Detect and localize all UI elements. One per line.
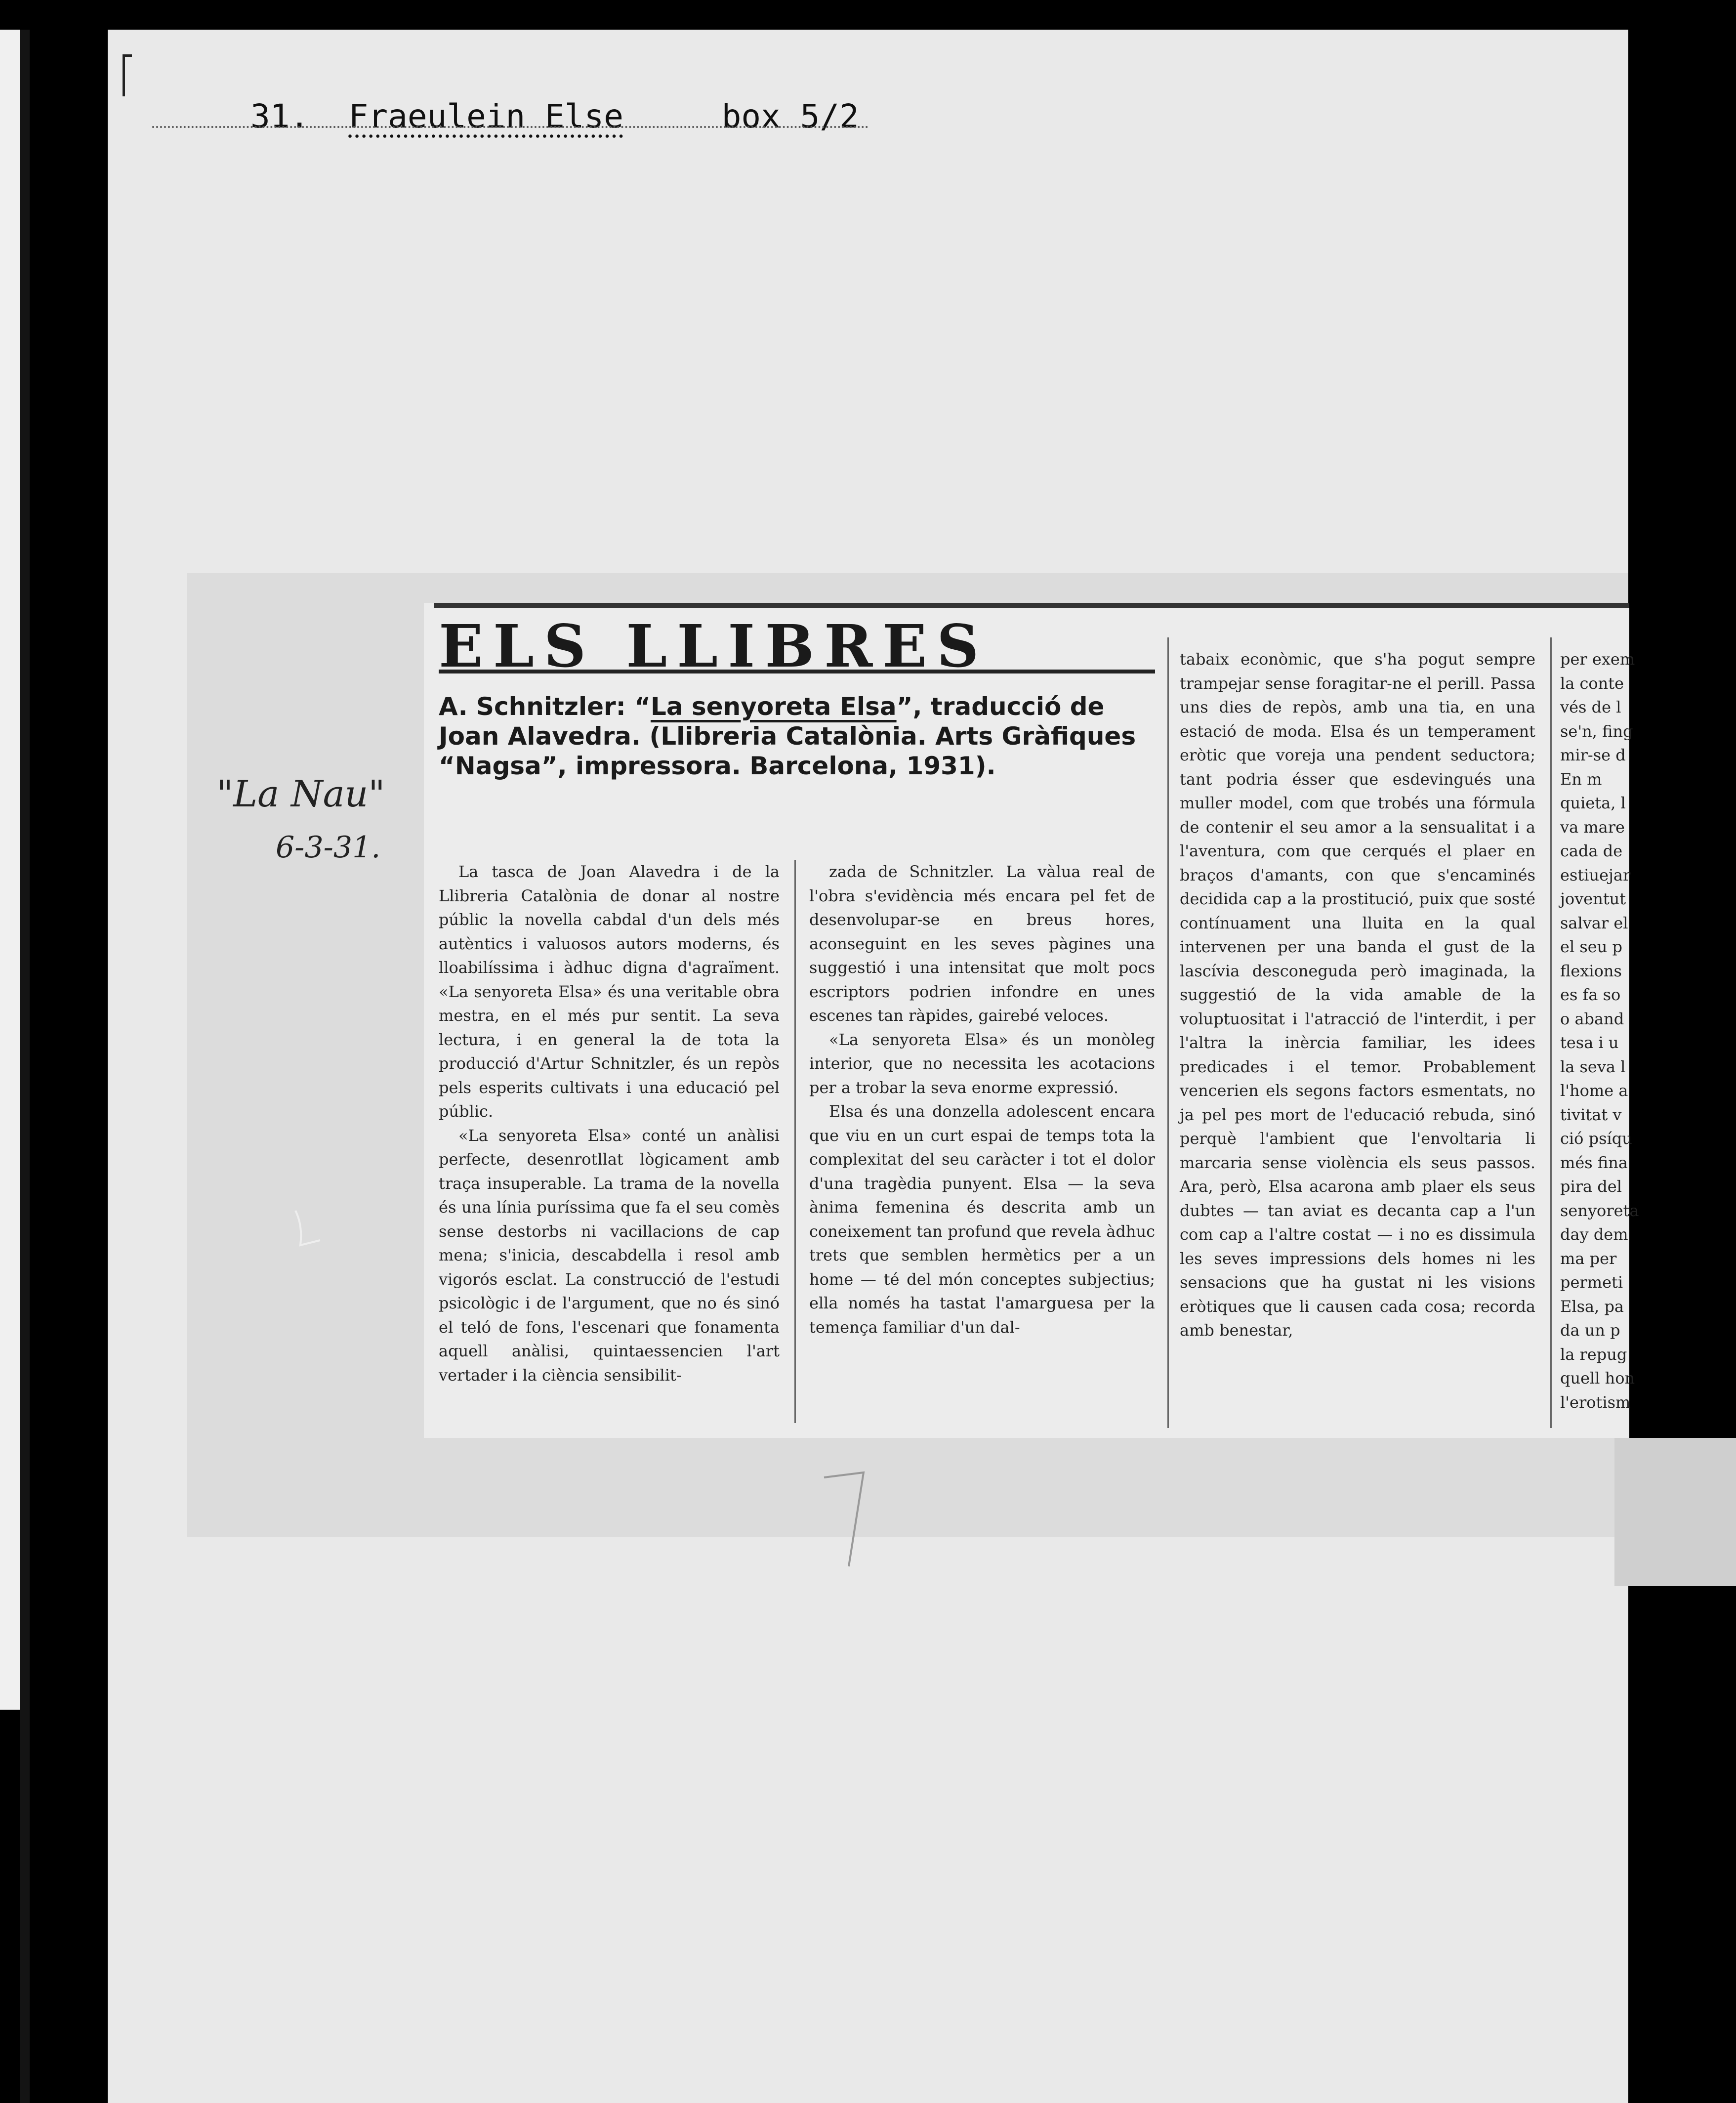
cut-column-line: l'erotism <box>1560 1392 1631 1412</box>
cut-column-line: joventut <box>1560 889 1626 908</box>
cut-column-line: ció psíqu <box>1560 1129 1632 1148</box>
article-paragraph: zada de Schnitzler. La vàlua real de l'obra s'evidència més encara pel fet de desenvolupar-se en breus hores, aconseguint en les seves pàgines una suggestió i una intensitat que molt pocs escriptors podrien infondre en unes escenes tan ràpides, gairebé veloces. <box>809 862 1155 1025</box>
archive-sheet <box>108 30 1639 2103</box>
clipping-top-rule <box>434 603 1629 608</box>
cut-column-line: ma per <box>1560 1249 1617 1268</box>
cut-column-line: mir-se d <box>1560 746 1626 764</box>
handwritten-date: 6-3-31. <box>276 830 381 865</box>
article-paragraph: «La senyoreta Elsa» és un monòleg interior, que no necessita les acotacions per a trobar la seva enorme expressió. <box>809 1030 1155 1097</box>
film-edge-bar <box>20 30 30 2103</box>
article-paragraph: Elsa és una donzella adolescent encara que viu en un curt espai de temps tota la complexitat del seu caràcter i tot el dolor d'una tragèdia punyent. Elsa — la seva ànima femenina és descrita amb un coneixement tan profund que revela àdhuc trets que semblen hermètics per a un home — té del món conceptes subjectius; ella només ha tastat l'amarguesa per la temença familiar d'un dal- <box>809 1102 1155 1337</box>
cut-column-line: la seva l <box>1560 1057 1626 1076</box>
cut-column-line: salvar el <box>1560 913 1628 932</box>
cut-column-line: Elsa, pa <box>1560 1297 1624 1316</box>
cut-column-line: quieta, l <box>1560 794 1626 812</box>
corner-bracket <box>123 54 132 96</box>
cut-column-line: tesa i u <box>1560 1033 1619 1052</box>
cut-column-line: permeti <box>1560 1273 1623 1292</box>
cut-column-line: cada de <box>1560 841 1623 860</box>
cut-column-line: da un p <box>1560 1321 1620 1340</box>
cut-column-line: flexions <box>1560 961 1622 980</box>
article-column-4-cut <box>1560 647 1659 1414</box>
cut-column-line: estiuejar <box>1560 865 1631 884</box>
article-column-1 <box>439 860 780 1387</box>
folder-header <box>172 59 859 173</box>
column-masthead: ELS LLIBRES <box>439 623 1155 673</box>
folder-box: box 5/2 <box>721 97 859 135</box>
cut-column-line: la conte <box>1560 673 1624 693</box>
margin-hook-mark <box>290 1206 325 1250</box>
cut-column-line: per exem <box>1560 650 1635 669</box>
column-divider <box>794 860 796 1423</box>
heading-details: ”, traducció de Joan Alavedra. (Llibreria Catalònia. Arts Gràfiques “Nagsa”, impressora. Barcelona, 1931). <box>439 692 1136 780</box>
cut-column-line: el seu p <box>1560 937 1622 956</box>
cut-column-line: l'home a <box>1560 1081 1628 1100</box>
folder-number: 31. <box>250 97 310 135</box>
cut-column-line: o aband <box>1560 1009 1624 1028</box>
column-divider <box>1550 637 1552 1428</box>
handwritten-source: "La Nau" <box>216 773 385 815</box>
header-rule <box>152 126 868 128</box>
review-heading <box>439 692 1155 781</box>
article-paragraph: tabaix econòmic, que s'ha pogut sempre trampejar sense foragitar-ne el perill. Passa uns dies de repòs, amb una tia, en una estació de moda. Elsa és un temperament eròtic que voreja una pendent seductora; tant podria ésser que esdevingués una muller model, com que trobés una fórmula de contenir el seu amor a la sensualitat i a l'aventura, com que cerqués el plaer en braços d'amants, con que s'encaminés decidida cap a la prostitució, puix que sosté contínuament una lluita en la qual intervenen per una banda el gust de la lascívia desconeguda però imaginada, la suggestió de la vida amable de la voluptuositat i l'atracció de l'interdit, i per l'altra la inèrcia familiar, les idees predicades i el temor. Probablement vencerien els segons factors esmentats, no ja pel pes mort de l'educació rebuda, sinó perquè l'ambient que l'envoltaria li marcaria sense violència els seus passos. Ara, però, Elsa acarona amb plaer els seus dubtes — tan aviat es decanta cap a l'un com cap a l'altre costat — i no es dissimula les seves impressions dels homes ni les sensacions que ha gustat ni les visions eròtiques que li causen cada cosa; recorda amb benestar, <box>1180 650 1535 1340</box>
cut-column-line: day dem <box>1560 1225 1628 1244</box>
article-column-2 <box>809 860 1155 1339</box>
cut-column-line: es fa so <box>1560 985 1621 1004</box>
cut-column-line: vés de l <box>1560 698 1621 716</box>
film-left-edge <box>0 30 20 1710</box>
cut-column-line: pira del <box>1560 1177 1622 1196</box>
heading-author: A. Schnitzler: “ <box>439 692 651 721</box>
cut-column-line: quell hon <box>1560 1369 1635 1388</box>
cut-column-line: més fina <box>1560 1153 1628 1172</box>
cut-column-line: va mare <box>1560 817 1625 837</box>
pencil-mark <box>819 1468 873 1571</box>
cut-column-line: la repug <box>1560 1345 1627 1364</box>
cut-column-line: En m <box>1560 769 1602 789</box>
article-paragraph: La tasca de Joan Alavedra i de la Llibreria Catalònia de donar al nostre públic la novella cabdal d'un dels més autèntics i valuosos autors moderns, és lloabilíssima i àdhuc digna d'agraïment. «La senyoreta Elsa» és una veritable obra mestra, en el més pur sentit. La seva lectura, i en general la de tota la producció d'Artur Schnitzler, és un repòs pels esperits cultivats i una educació pel públic. <box>439 862 780 1121</box>
scan-shadow <box>1614 1438 1736 1586</box>
article-column-3 <box>1180 647 1535 1343</box>
newspaper-clipping <box>424 603 1639 1438</box>
article-paragraph: «La senyoreta Elsa» conté un anàlisi perfecte, desenrotllat lògicament amb traça insuperable. La trama de la novella és una línia puríssima que fa el seu comès sense destorbs ni vacillacions de cap mena; s'inicia, descabdella i resol amb vigorós esclat. La construcció de l'estudi psicològic i de l'argument, que no és sinó el teló de fons, l'escenari que fonamenta aquell anàlisi, quintaessencien l'art vertader i la ciència sensibilit- <box>439 1126 780 1385</box>
folder-title: Fraeulein Else <box>348 97 623 135</box>
column-divider <box>1167 637 1169 1428</box>
heading-book-title: La senyoreta Elsa <box>650 692 897 721</box>
cut-column-line: se'n, fing <box>1560 721 1633 741</box>
cut-column-line: senyoreta <box>1560 1201 1639 1220</box>
cut-column-line: tivitat v <box>1560 1105 1622 1124</box>
